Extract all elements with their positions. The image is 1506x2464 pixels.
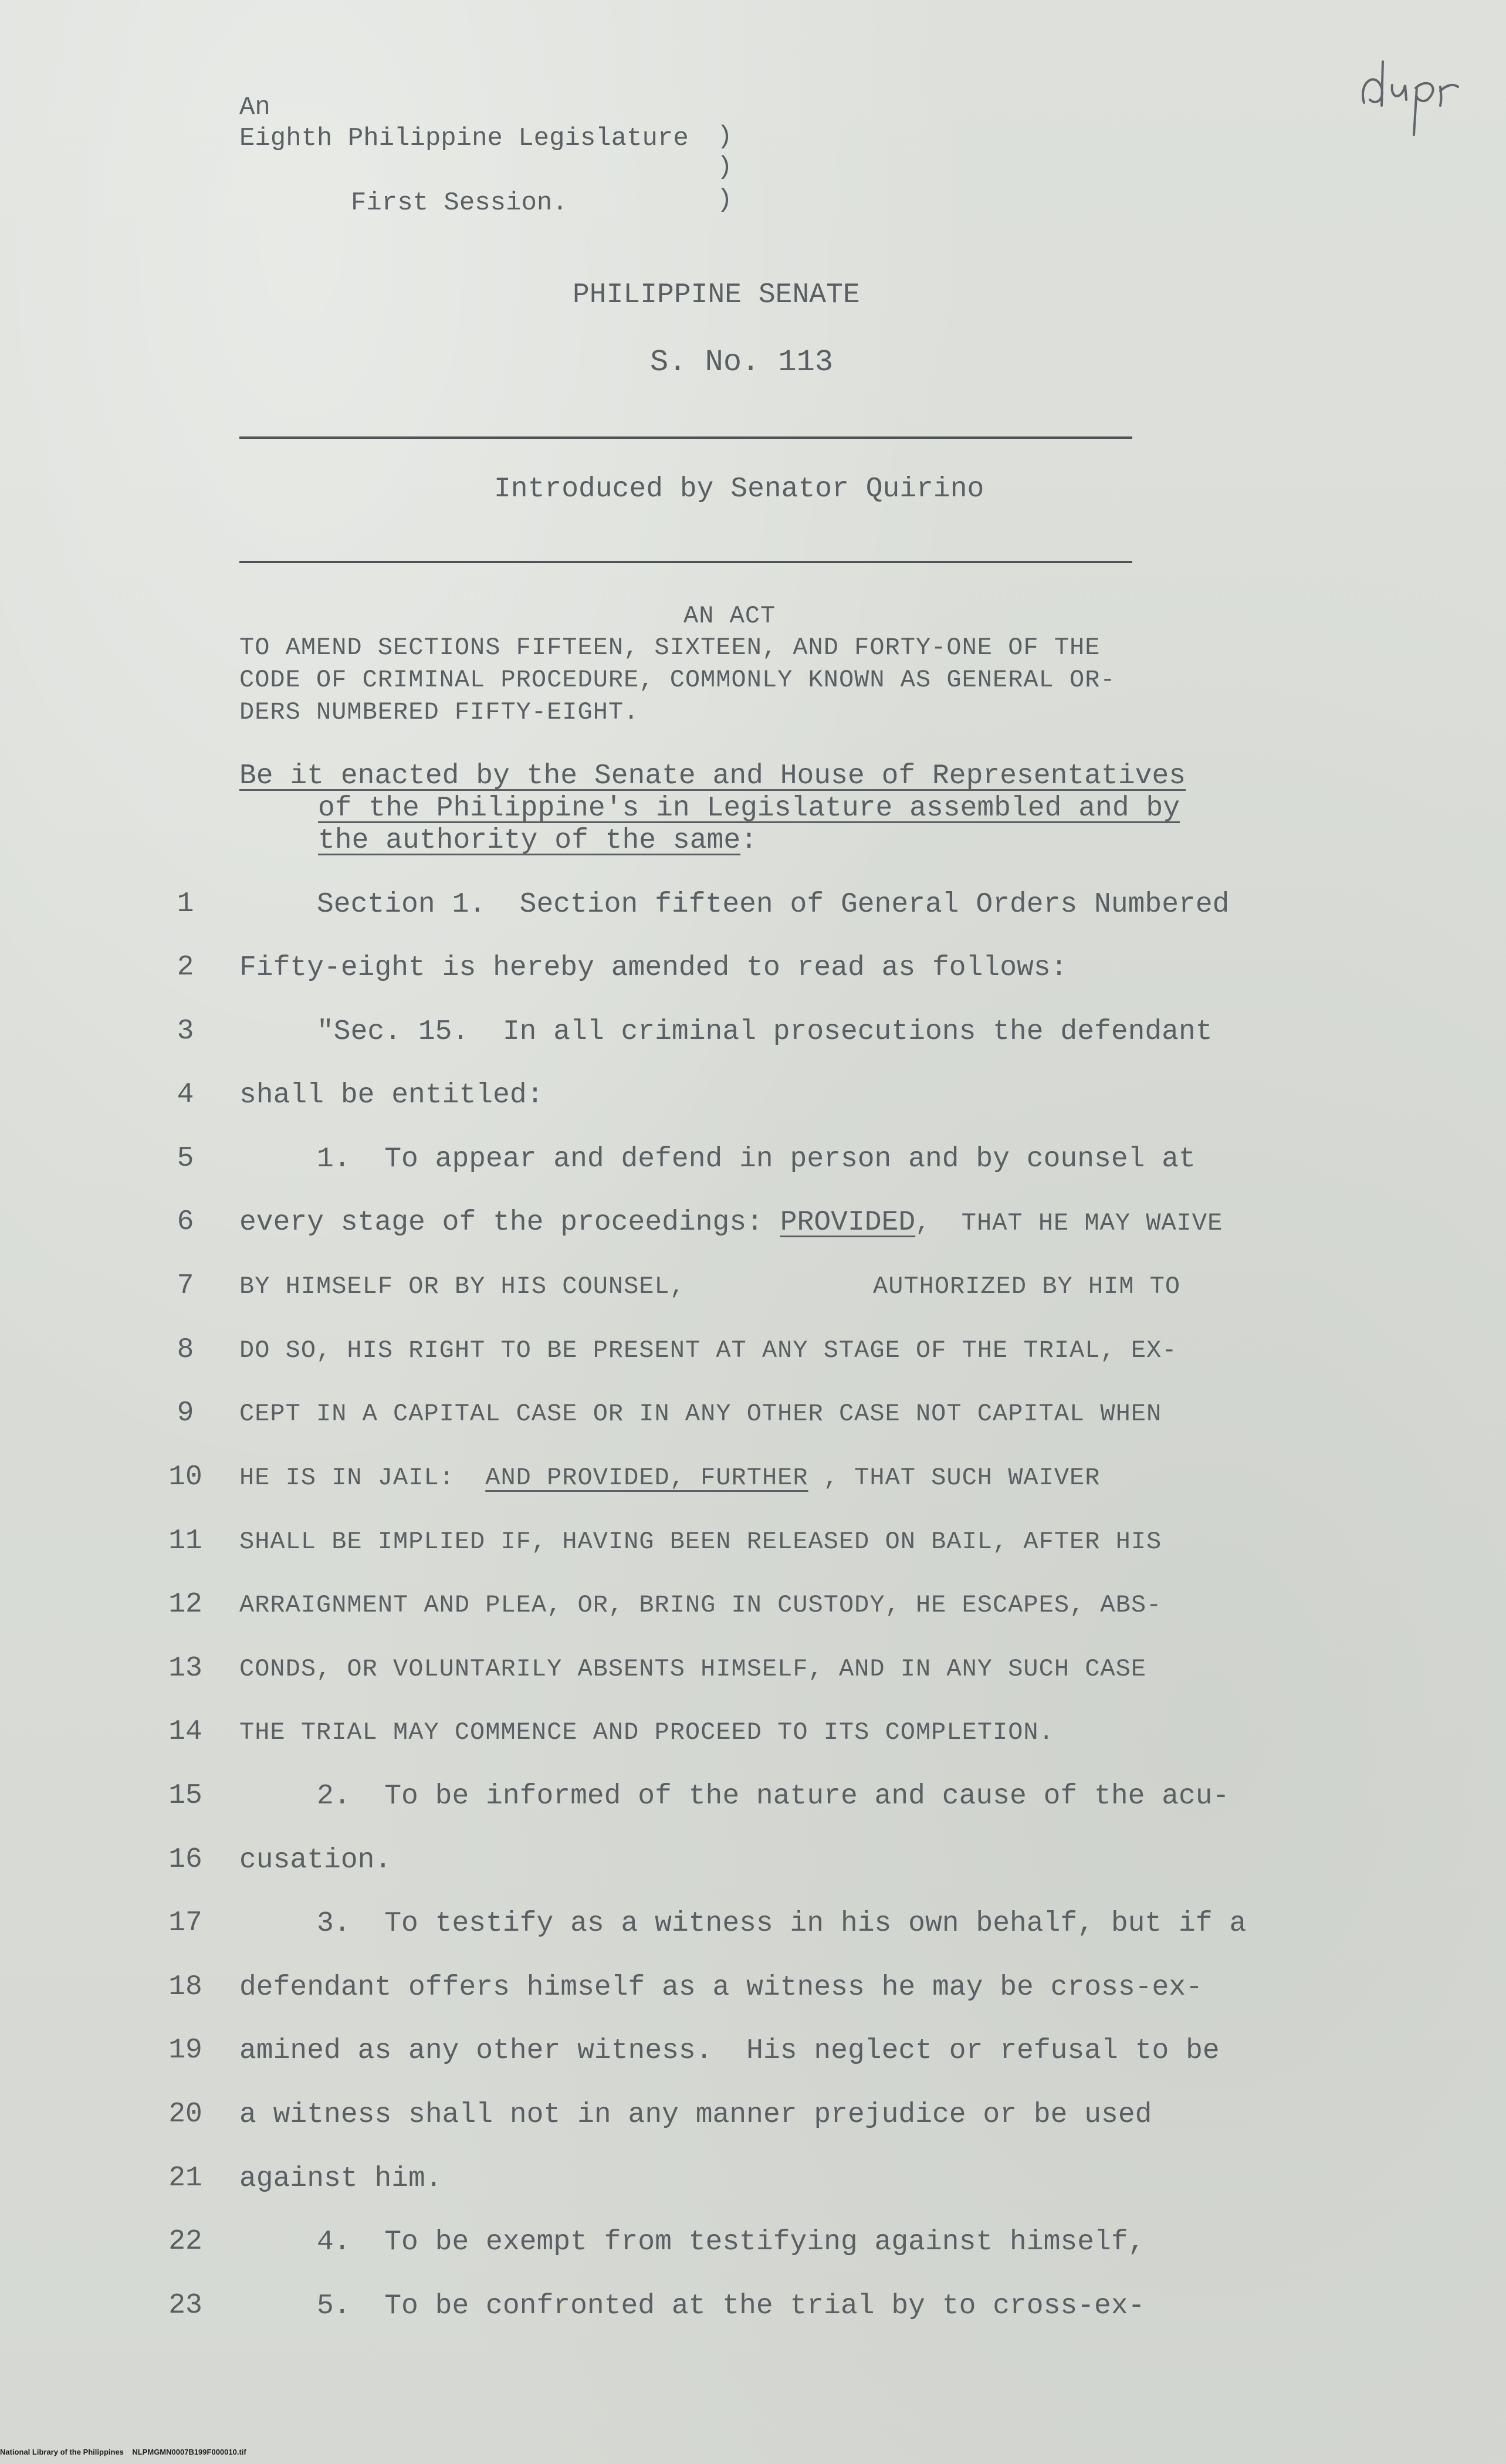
scan-footer-caption: National Library of the Philippines NLPMGMN0007B199F000010.tif [0, 2448, 246, 2456]
body-line: THE TRIAL MAY COMMENCE AND PROCEED TO ITS COMPLETION. [239, 1718, 1054, 1747]
body-line: CEPT IN A CAPITAL CASE OR IN ANY OTHER CASE NOT CAPITAL WHEN [239, 1400, 1162, 1428]
enacting-clause-line: of the Philippine's in Legislature assembled and by [318, 793, 1180, 824]
header-session: First Session. [351, 188, 568, 218]
enacting-clause-line: Be it enacted by the Senate and House of Representatives [239, 760, 1186, 792]
line-number: 9 [177, 1397, 194, 1429]
line-number: 22 [168, 2226, 202, 2257]
bracket-paren: ) [717, 122, 733, 151]
body-line: CONDS, OR VOLUNTARILY ABSENTS HIMSELF, AND IN ANY SUCH CASE [239, 1655, 1147, 1683]
line-number: 12 [168, 1589, 202, 1620]
body-line: 4. To be exempt from testifying against himself, [317, 2226, 1145, 2258]
body-line: defendant offers himself as a witness he may be cross-ex- [239, 1972, 1203, 2003]
divider-bottom [239, 561, 1132, 563]
line-number: 13 [168, 1653, 202, 1684]
body-line: 3. To testify as a witness in his own behalf, but if a [317, 1908, 1247, 1940]
line-number: 8 [177, 1334, 194, 1366]
body-line: against him. [239, 2163, 442, 2195]
body-line: 1. To appear and defend in person and by counsel at [317, 1143, 1196, 1175]
body-line: a witness shall not in any manner prejudice or be used [239, 2099, 1152, 2131]
handwritten-note-text: dupr [1352, 41, 1354, 42]
body-line: amined as any other witness. His neglect or refusal to be [239, 2035, 1220, 2067]
body-line: cusation. [239, 1844, 392, 1876]
body-line: BY HIMSELF OR BY HIS COUNSEL, [239, 1272, 685, 1301]
line-number: 1 [177, 888, 194, 920]
body-line: HE IS IN JAIL: AND PROVIDED, FURTHER , THAT SUCH WAIVER [239, 1464, 1101, 1492]
line-number: 17 [168, 1907, 202, 1939]
line-number: 6 [177, 1206, 194, 1238]
line-number: 10 [168, 1461, 202, 1493]
bill-number: S. No. 113 [650, 345, 834, 380]
line-number: 23 [168, 2290, 202, 2321]
senate-title: PHILIPPINE SENATE [573, 279, 860, 311]
body-line: "Sec. 15. In all criminal prosecutions the defendant [317, 1016, 1213, 1048]
line-number: 19 [168, 2035, 202, 2066]
line-number: 21 [168, 2162, 202, 2194]
body-line: Fifty-eight is hereby amended to read as follows: [239, 952, 1068, 984]
header-legislature: Eighth Philippine Legislature [239, 124, 689, 153]
body-line: 5. To be confronted at the trial by to cross-ex- [317, 2290, 1145, 2322]
line-number: 16 [168, 1844, 202, 1876]
introduced-by: Introduced by Senator Quirino [494, 473, 984, 505]
line-number: 20 [168, 2099, 202, 2130]
body-line: every stage of the proceedings: PROVIDED, THAT HE MAY WAIVE [239, 1207, 1223, 1238]
line-number: 14 [168, 1716, 202, 1748]
line-number: 15 [168, 1780, 202, 1812]
bracket-paren: ) [717, 185, 733, 215]
body-line: Section 1. Section fifteen of General Orders Numbered [317, 889, 1230, 920]
line-number: 5 [177, 1143, 194, 1175]
header-an: An [239, 93, 270, 122]
line-number: 4 [177, 1079, 194, 1111]
body-line: ARRAIGNMENT AND PLEA, OR, BRING IN CUSTODY, HE ESCAPES, ABS- [239, 1591, 1162, 1619]
act-title-line: DERS NUMBERED FIFTY-EIGHT. [239, 698, 639, 726]
body-line: SHALL BE IMPLIED IF, HAVING BEEN RELEASED ON BAIL, AFTER HIS [239, 1528, 1162, 1556]
line-number: 7 [177, 1270, 194, 1302]
act-heading: AN ACT [683, 602, 776, 630]
divider-top [239, 436, 1132, 439]
line-number: 18 [168, 1971, 202, 2003]
act-title-line: CODE OF CRIMINAL PROCEDURE, COMMONLY KNOWN AS GENERAL OR- [239, 666, 1116, 694]
line-number: 3 [177, 1016, 194, 1047]
enacting-clause-line: the authority of the same: [318, 825, 757, 857]
act-title-line: TO AMEND SECTIONS FIFTEEN, SIXTEEN, AND FORTY-ONE OF THE [239, 634, 1101, 662]
bracket-paren: ) [717, 153, 733, 182]
body-line: DO SO, HIS RIGHT TO BE PRESENT AT ANY STAGE OF THE TRIAL, EX- [239, 1336, 1177, 1365]
body-line: 2. To be informed of the nature and cause of the acu- [317, 1781, 1230, 1812]
body-line: AUTHORIZED BY HIM TO [873, 1272, 1181, 1301]
body-line: shall be entitled: [239, 1079, 544, 1111]
line-number: 2 [177, 952, 194, 983]
line-number: 11 [168, 1525, 202, 1557]
handwritten-annotation [1352, 41, 1464, 141]
